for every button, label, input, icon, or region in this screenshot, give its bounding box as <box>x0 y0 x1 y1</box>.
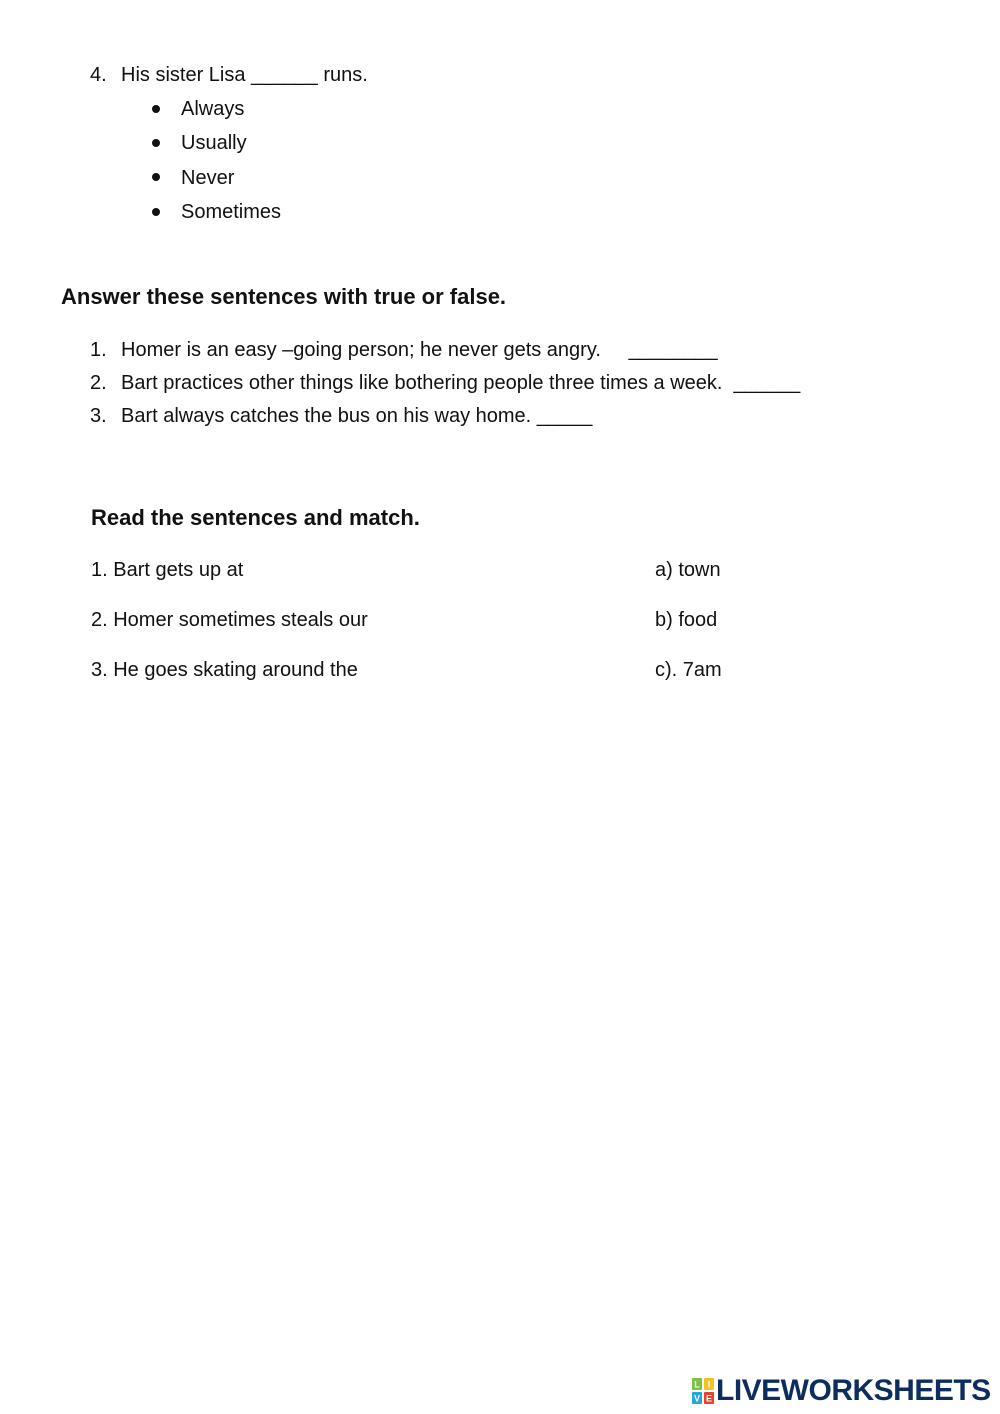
option-sometimes: Sometimes <box>181 201 282 223</box>
match-right-b: b) food <box>655 609 718 631</box>
match-left-2: 2. Homer sometimes steals our <box>91 609 368 631</box>
bullet-icon <box>152 139 160 147</box>
match-right-a: a) town <box>655 559 721 581</box>
tf-item-1-text: Homer is an easy –going person; he never gets angry. ________ <box>121 339 718 361</box>
match-left-3: 3. He goes skating around the <box>91 659 358 681</box>
tf-item-1-number: 1. <box>90 339 107 361</box>
true-false-heading: Answer these sentences with true or false. <box>61 284 507 309</box>
match-left-1: 1. Bart gets up at <box>91 559 244 581</box>
matching-heading: Read the sentences and match. <box>91 505 420 530</box>
liveworksheets-logo <box>692 1375 991 1407</box>
logo-letter: I <box>707 1379 711 1390</box>
bullet-icon <box>152 105 160 113</box>
tf-item-3-text: Bart always catches the bus on his way home. _____ <box>121 405 593 427</box>
match-right-c: c). 7am <box>655 659 722 681</box>
tf-item-2-text: Bart practices other things like bothering people three times a week. ______ <box>121 372 801 394</box>
option-never: Never <box>181 167 235 189</box>
question-4-text: His sister Lisa ______ runs. <box>121 64 368 86</box>
liveworksheets-logo-icon <box>692 1378 714 1404</box>
bullet-icon <box>152 173 160 181</box>
question-4-number: 4. <box>90 64 107 86</box>
tf-item-3-number: 3. <box>90 405 107 427</box>
logo-letter: L <box>694 1379 700 1390</box>
logo-letter: E <box>705 1393 713 1404</box>
tf-item-2-number: 2. <box>90 372 107 394</box>
bullet-icon <box>152 208 160 216</box>
logo-letter: V <box>693 1393 701 1404</box>
option-usually: Usually <box>181 132 247 154</box>
brand-name: LIVEWORKSHEETS <box>716 1374 991 1407</box>
option-always: Always <box>181 98 245 120</box>
